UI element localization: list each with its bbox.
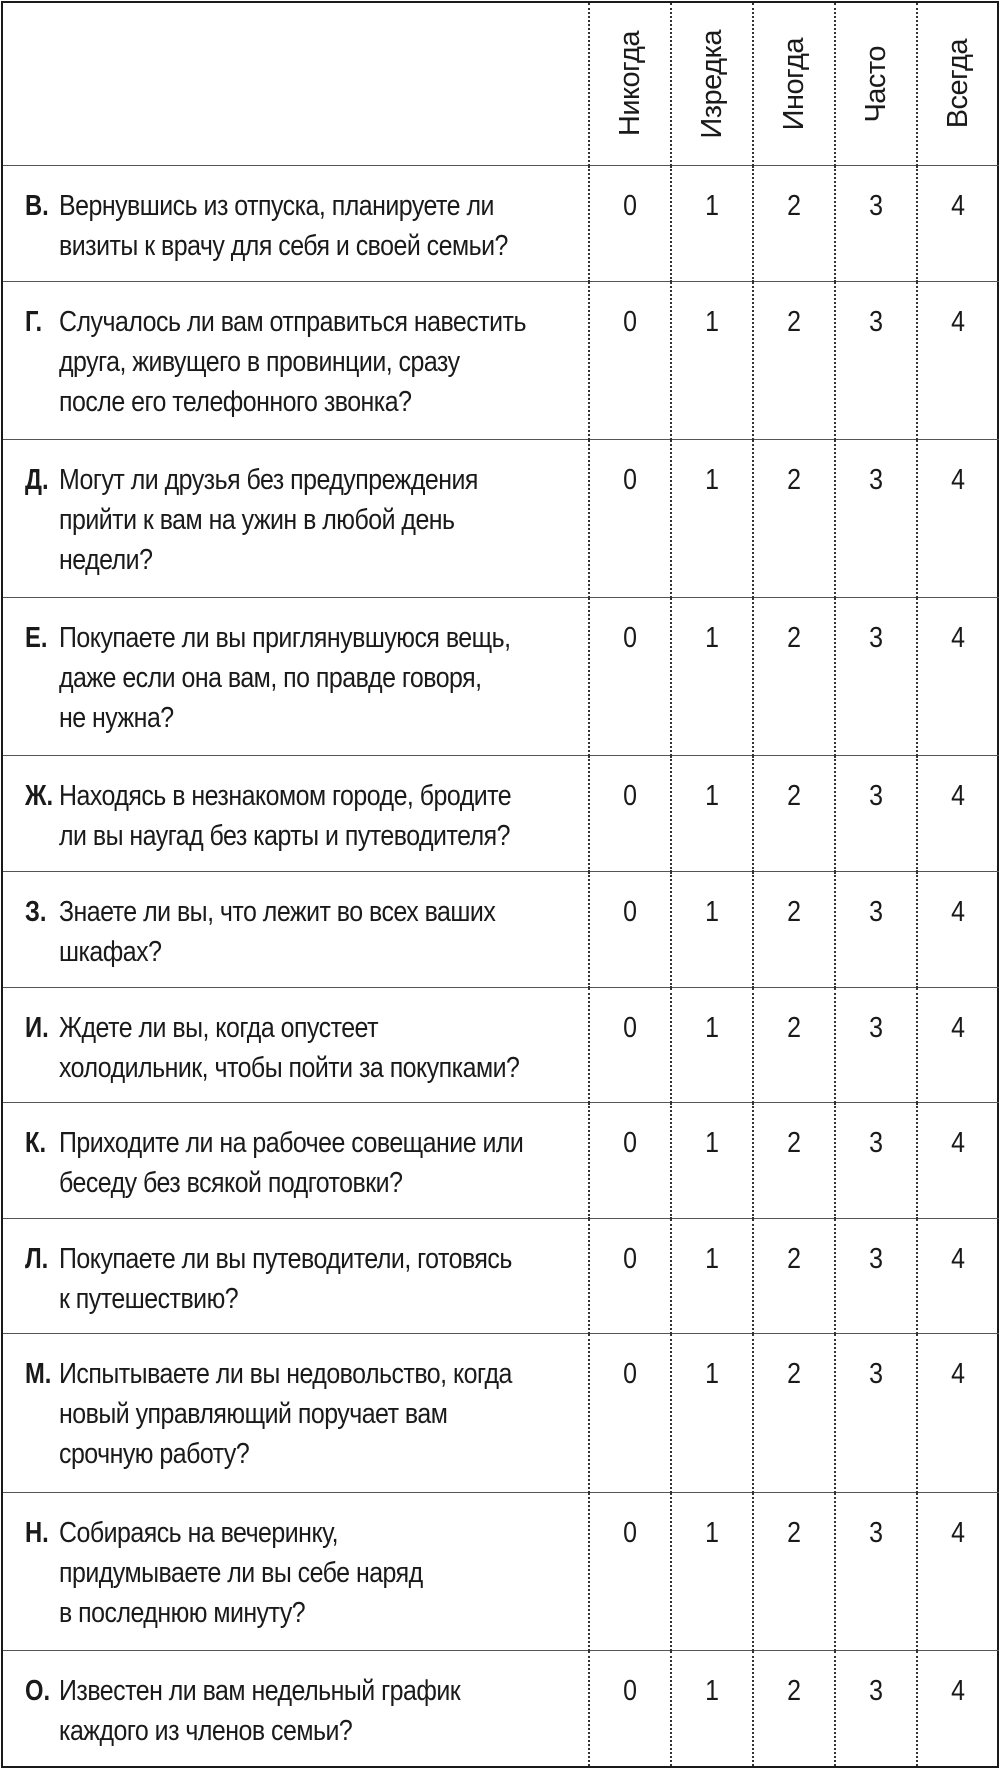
score-cell-never[interactable] — [589, 1218, 671, 1334]
question-row — [3, 598, 999, 756]
question-cell — [3, 1334, 589, 1492]
score-cell-sometimes[interactable] — [753, 1218, 835, 1334]
score-cell-often[interactable] — [835, 1103, 917, 1219]
column-header-label: Иногда — [777, 37, 810, 131]
question — [25, 1008, 578, 1088]
score-value: 0 — [623, 895, 637, 928]
question-letter: К. — [25, 1127, 47, 1160]
score-value: 0 — [623, 1516, 637, 1549]
score-cell-often[interactable] — [835, 166, 917, 282]
score-cell-rarely[interactable] — [671, 439, 753, 597]
score-value: 2 — [787, 1242, 801, 1275]
score-cell-sometimes[interactable] — [753, 281, 835, 439]
question-letter: О. — [25, 1674, 51, 1707]
question-row — [3, 1334, 999, 1492]
score-cell-sometimes[interactable] — [753, 598, 835, 756]
question-row — [3, 987, 999, 1103]
score-cell-rarely[interactable] — [671, 756, 753, 872]
score-cell-often[interactable] — [835, 439, 917, 597]
question-cell — [3, 1103, 589, 1219]
score-value: 4 — [951, 1242, 966, 1275]
score-value: 3 — [869, 190, 883, 222]
score-cell-rarely[interactable] — [671, 1492, 753, 1650]
score-cell-never[interactable] — [589, 598, 671, 756]
question-letter: З. — [25, 895, 47, 928]
score-cell-never[interactable] — [589, 439, 671, 597]
score-value: 1 — [705, 463, 719, 496]
question — [25, 892, 578, 972]
question-text-line: Испытываете ли вы недовольство, когда — [59, 1358, 512, 1391]
score-cell-always[interactable] — [917, 166, 999, 282]
question-row — [3, 281, 999, 439]
column-header-label: Часто — [859, 45, 892, 123]
question-text-line: к путешествию? — [59, 1282, 239, 1315]
score-value: 4 — [951, 1674, 966, 1707]
question-text — [59, 892, 566, 972]
questionnaire-table — [1, 1, 999, 1768]
score-value: 0 — [623, 463, 637, 496]
question-text — [59, 186, 581, 266]
score-value: 1 — [705, 1011, 719, 1044]
question-text-line: прийти к вам на ужин в любой день — [59, 503, 455, 536]
score-value: 0 — [623, 305, 637, 338]
score-value: 3 — [869, 1242, 883, 1275]
question-row — [3, 166, 999, 282]
question-text — [59, 302, 602, 422]
score-cell-never[interactable] — [589, 1334, 671, 1492]
score-cell-rarely[interactable] — [671, 166, 753, 282]
question-cell — [3, 281, 589, 439]
score-cell-always[interactable] — [917, 871, 999, 987]
question-cell — [3, 756, 589, 872]
score-value: 3 — [869, 1011, 883, 1044]
question-text-line: визиты к врачу для себя и своей семьи? — [59, 230, 508, 262]
score-value: 0 — [623, 1674, 637, 1707]
question-text — [59, 460, 546, 580]
question-letter: И. — [25, 1011, 49, 1044]
score-cell-often[interactable] — [835, 1492, 917, 1650]
column-header-always — [917, 3, 999, 166]
question-text-line: Находясь в незнакомом городе, бродите — [59, 780, 512, 813]
question — [25, 618, 578, 738]
question-text — [59, 1008, 594, 1088]
question-letter: Л. — [25, 1242, 49, 1275]
score-value: 0 — [623, 1358, 637, 1391]
score-cell-never[interactable] — [589, 987, 671, 1103]
score-cell-rarely[interactable] — [671, 1650, 753, 1766]
score-value: 4 — [951, 1516, 966, 1549]
score-cell-always[interactable] — [917, 439, 999, 597]
score-cell-rarely[interactable] — [671, 1103, 753, 1219]
score-value: 3 — [869, 305, 883, 338]
question — [25, 776, 578, 856]
score-value: 1 — [705, 1242, 719, 1275]
question-text-line: в последнюю минуту? — [59, 1596, 306, 1629]
question-row — [3, 756, 999, 872]
score-value: 3 — [869, 1127, 883, 1160]
question-text-line: холодильник, чтобы пойти за покупками? — [59, 1051, 520, 1084]
score-cell-sometimes[interactable] — [753, 1103, 835, 1219]
score-cell-never[interactable] — [589, 1650, 671, 1766]
score-value: 1 — [705, 780, 719, 813]
score-value: 2 — [787, 305, 801, 338]
question-text-line: беседу без всякой подготовки? — [59, 1167, 403, 1200]
score-cell-always[interactable] — [917, 987, 999, 1103]
column-header-often — [835, 3, 917, 166]
question-text — [59, 1671, 526, 1751]
score-value: 1 — [705, 622, 719, 655]
score-cell-often[interactable] — [835, 987, 917, 1103]
question — [25, 460, 578, 580]
score-value: 4 — [951, 1127, 966, 1160]
question — [25, 1354, 578, 1474]
score-value: 3 — [869, 895, 883, 928]
score-value: 4 — [951, 1011, 966, 1044]
question-letter: В. — [25, 190, 49, 222]
score-value: 1 — [705, 1516, 719, 1549]
question-letter: Г. — [25, 305, 43, 338]
question-text — [59, 1513, 482, 1633]
question-letter: Е. — [25, 622, 48, 655]
header-row — [3, 3, 999, 166]
score-value: 4 — [951, 190, 966, 222]
question-text-line: после его телефонного звонка? — [59, 385, 412, 418]
score-cell-sometimes[interactable] — [753, 756, 835, 872]
column-header-never — [589, 3, 671, 166]
question-text-line: Приходите ли на рабочее совещание или — [59, 1127, 524, 1160]
column-header-label: Всегда — [942, 39, 974, 129]
score-cell-often[interactable] — [835, 1218, 917, 1334]
score-value: 2 — [787, 1358, 801, 1391]
score-value: 3 — [869, 1674, 883, 1707]
score-value: 4 — [951, 780, 966, 813]
score-value: 3 — [869, 1516, 883, 1549]
score-value: 2 — [787, 1674, 801, 1707]
header-empty-cell — [3, 3, 589, 166]
column-header-label: Никогда — [613, 31, 646, 137]
question-text-line: придумываете ли вы себе наряд — [59, 1556, 423, 1589]
score-value: 0 — [623, 1242, 637, 1275]
score-value: 3 — [869, 780, 883, 813]
score-cell-sometimes[interactable] — [753, 987, 835, 1103]
score-cell-often[interactable] — [835, 871, 917, 987]
score-value: 4 — [951, 1358, 966, 1391]
score-value: 0 — [623, 780, 637, 813]
score-value: 0 — [623, 1127, 637, 1160]
score-value: 1 — [705, 1127, 719, 1160]
question — [25, 1239, 578, 1319]
question-cell — [3, 598, 589, 756]
question-cell — [3, 1218, 589, 1334]
score-value: 1 — [705, 1358, 719, 1391]
score-cell-rarely[interactable] — [671, 598, 753, 756]
score-value: 3 — [869, 622, 883, 655]
score-cell-always[interactable] — [917, 756, 999, 872]
question-row — [3, 871, 999, 987]
question-row — [3, 1103, 999, 1219]
question-text-line: Случалось ли вам отправиться навестить — [59, 305, 526, 338]
question-text — [59, 776, 585, 856]
question-cell — [3, 439, 589, 597]
question-letter: Ж. — [25, 780, 54, 813]
question-text-line: Собираясь на вечеринку, — [59, 1516, 338, 1549]
question-row — [3, 439, 999, 597]
score-cell-often[interactable] — [835, 756, 917, 872]
question-cell — [3, 166, 589, 282]
score-value: 3 — [869, 1358, 883, 1391]
score-value: 0 — [623, 190, 637, 222]
question-row — [3, 1492, 999, 1650]
score-cell-often[interactable] — [835, 598, 917, 756]
question-text-line: ли вы наугад без карты и путеводителя? — [59, 820, 511, 853]
score-value: 4 — [951, 463, 966, 496]
score-value: 0 — [623, 622, 637, 655]
question-cell — [3, 871, 589, 987]
score-cell-always[interactable] — [917, 598, 999, 756]
question-text — [59, 1123, 599, 1203]
score-value: 1 — [705, 895, 719, 928]
score-cell-never[interactable] — [589, 1103, 671, 1219]
score-cell-rarely[interactable] — [671, 871, 753, 987]
column-header-sometimes — [753, 3, 835, 166]
question-letter: Д. — [25, 463, 49, 496]
question-text-line: Ждете ли вы, когда опустеет — [59, 1011, 378, 1044]
question-text-line: Знаете ли вы, что лежит во всех ваших — [59, 895, 496, 928]
score-value: 2 — [787, 190, 801, 222]
score-value: 2 — [787, 895, 801, 928]
score-cell-often[interactable] — [835, 1650, 917, 1766]
question-letter: Н. — [25, 1516, 49, 1549]
question — [25, 1671, 578, 1751]
question-text-line: Могут ли друзья без предупреждения — [59, 463, 478, 496]
score-cell-rarely[interactable] — [671, 281, 753, 439]
question — [25, 1123, 578, 1203]
score-cell-always[interactable] — [917, 281, 999, 439]
question-cell — [3, 1492, 589, 1650]
score-value: 2 — [787, 1011, 801, 1044]
question-text-line: Вернувшись из отпуска, планируете ли — [59, 190, 494, 222]
score-cell-always[interactable] — [917, 1218, 999, 1334]
question-text-line: новый управляющий поручает вам — [59, 1398, 448, 1431]
question — [25, 302, 578, 422]
question-text — [59, 1239, 586, 1319]
score-cell-always[interactable] — [917, 1492, 999, 1650]
score-value: 2 — [787, 622, 801, 655]
question-text-line: не нужна? — [59, 702, 174, 735]
score-value: 2 — [787, 780, 801, 813]
score-cell-never[interactable] — [589, 756, 671, 872]
score-value: 1 — [705, 305, 719, 338]
score-cell-never[interactable] — [589, 166, 671, 282]
score-value: 3 — [869, 463, 883, 496]
question-cell — [3, 1650, 589, 1766]
score-value: 0 — [623, 1011, 637, 1044]
question — [25, 186, 578, 266]
question-cell — [3, 987, 589, 1103]
score-cell-often[interactable] — [835, 281, 917, 439]
column-header-label: Изредка — [695, 29, 728, 139]
score-cell-never[interactable] — [589, 871, 671, 987]
survey-grid — [3, 3, 999, 1766]
score-cell-sometimes[interactable] — [753, 166, 835, 282]
score-cell-sometimes[interactable] — [753, 1650, 835, 1766]
score-cell-always[interactable] — [917, 1334, 999, 1492]
question-letter: М. — [25, 1358, 52, 1391]
score-cell-rarely[interactable] — [671, 1334, 753, 1492]
score-value: 4 — [951, 305, 966, 338]
score-value: 4 — [951, 622, 966, 655]
score-cell-always[interactable] — [917, 1650, 999, 1766]
question-text-line: Покупаете ли вы путеводители, готовясь — [59, 1242, 512, 1275]
question-text-line: каждого из членов семьи? — [59, 1714, 353, 1747]
score-cell-always[interactable] — [917, 1103, 999, 1219]
question-text — [59, 1354, 586, 1474]
score-cell-rarely[interactable] — [671, 1218, 753, 1334]
score-value: 4 — [951, 895, 966, 928]
score-cell-sometimes[interactable] — [753, 871, 835, 987]
score-value: 2 — [787, 463, 801, 496]
question-text-line: даже если она вам, по правде говоря, — [59, 662, 482, 695]
question-row — [3, 1650, 999, 1766]
score-cell-sometimes[interactable] — [753, 1334, 835, 1492]
score-cell-never[interactable] — [589, 1492, 671, 1650]
question-text-line: шкафах? — [59, 935, 162, 968]
question-row — [3, 1218, 999, 1334]
score-value: 1 — [705, 1674, 719, 1707]
question-text — [59, 618, 584, 738]
question-text-line: срочную работу? — [59, 1438, 250, 1471]
score-value: 2 — [787, 1516, 801, 1549]
question-text-line: Известен ли вам недельный график — [59, 1674, 461, 1707]
score-value: 1 — [705, 190, 719, 222]
column-header-rarely — [671, 3, 753, 166]
question-text-line: друга, живущего в провинции, сразу — [59, 345, 460, 378]
score-cell-rarely[interactable] — [671, 987, 753, 1103]
question — [25, 1513, 578, 1633]
question-text-line: Покупаете ли вы приглянувшуюся вещь, — [59, 622, 511, 655]
score-cell-sometimes[interactable] — [753, 439, 835, 597]
score-value: 2 — [787, 1127, 801, 1160]
score-cell-often[interactable] — [835, 1334, 917, 1492]
score-cell-sometimes[interactable] — [753, 1492, 835, 1650]
question-text-line: недели? — [59, 543, 153, 576]
